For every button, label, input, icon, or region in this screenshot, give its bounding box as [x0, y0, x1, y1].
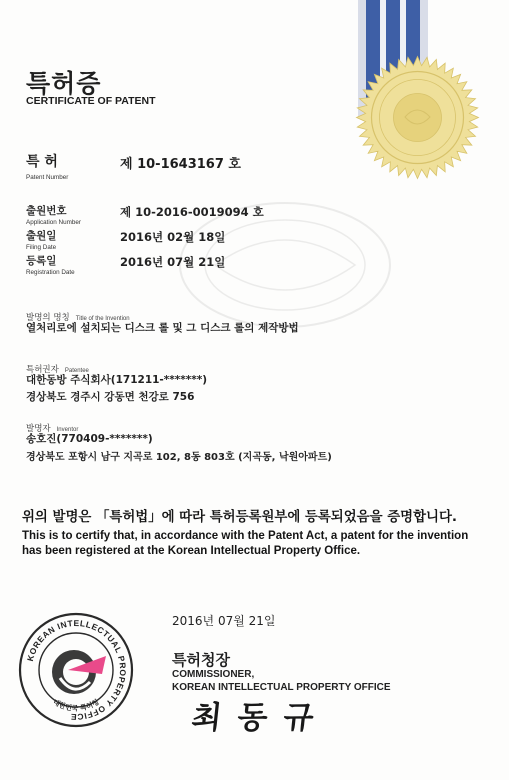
document-title: 특허증 [26, 69, 102, 98]
application-number-label-ko: 출원번호 [26, 205, 67, 217]
invention-title-label-en: Title of the Invention [75, 316, 130, 322]
registration-date-label-en: Registration Date [26, 269, 75, 276]
kipo-office-seal [18, 612, 134, 728]
office-seal-ring-text: KOREAN INTELLECTUAL PROPERTY OFFICE [24, 617, 129, 723]
inventor-label-ko: 발명자 [26, 424, 51, 434]
issue-date: 2016년 07월 21일 [172, 614, 276, 628]
registration-date-label [26, 253, 75, 276]
certification-statement-en-line1: This is to certify that, in accordance with the Patent Act, a patent for the invention [22, 530, 469, 542]
inventor-label-en: Inventor [56, 427, 79, 433]
application-number-label-en: Application Number [26, 219, 81, 226]
patentee-label-en: Patentee [64, 368, 89, 374]
patentee-address: 경상북도 경주시 강동면 천강로 756 [26, 391, 195, 403]
patentee-label-ko: 특허권자 [26, 365, 59, 375]
patentee-name: 대한동방 주식회사(171211-*******) [26, 374, 208, 386]
filing-date-label-ko: 출원일 [26, 230, 57, 242]
certification-statement-en-line2: has been registered at the Korean Intellectual Property Office. [22, 545, 361, 557]
office-seal-bottom-text: 대한민국 특허청 [51, 697, 101, 713]
patent-number-label [26, 151, 68, 181]
certification-statement-ko: 위의 발명은 「특허법」에 따라 특허등록원부에 등록되었음을 증명합니다. [22, 510, 457, 525]
invention-title-label-ko: 발명의 명칭 [26, 313, 70, 323]
patent-number-label-en: Patent Number [26, 174, 69, 181]
document-title-english: CERTIFICATE OF PATENT [26, 95, 156, 107]
invention-title-value: 열처리로에 설치되는 디스크 롤 및 그 디스크 롤의 제작방법 [26, 322, 299, 334]
application-number-value: 제 10-2016-0019094 호 [120, 205, 264, 219]
commissioner-title-ko: 특허청장 [172, 651, 230, 669]
inventor-name: 송호진(770409-*******) [26, 433, 153, 445]
patent-number-label-ko: 특 허 [26, 154, 58, 170]
commissioner-title-en-line1: COMMISSIONER, [172, 669, 255, 680]
commissioner-title-en-line2: KOREAN INTELLECTUAL PROPERTY OFFICE [172, 682, 391, 693]
patent-number-value: 제 10-1643167 호 [120, 157, 241, 172]
registration-date-value: 2016년 07월 21일 [120, 255, 226, 269]
filing-date-label [26, 228, 56, 251]
application-number-label [26, 203, 81, 226]
inventor-address: 경상북도 포항시 남구 지곡로 102, 8동 803호 (지곡동, 낙원아파트) [26, 452, 332, 463]
filing-date-value: 2016년 02월 18일 [120, 230, 226, 244]
registration-date-label-ko: 등록일 [26, 255, 57, 267]
commissioner-signature: 최동규 [189, 700, 332, 736]
gold-seal-emblem [355, 55, 480, 180]
filing-date-label-en: Filing Date [26, 244, 57, 251]
